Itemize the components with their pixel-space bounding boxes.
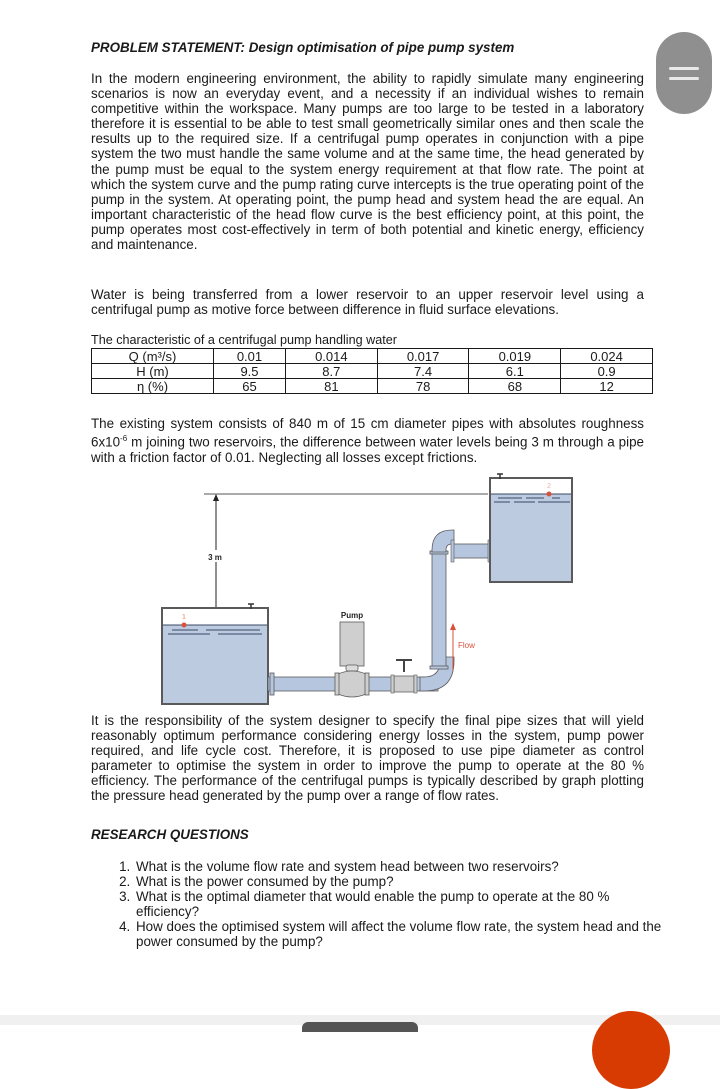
table-row [92, 379, 653, 394]
table-cell: 0.019 [469, 349, 561, 364]
table-cell: 8.7 [285, 364, 377, 379]
pipe-pump-diagram [150, 470, 590, 710]
table-row [92, 364, 653, 379]
table-cell: 7.4 [377, 364, 469, 379]
point-1-label: 1 [182, 614, 186, 621]
row-header: Q (m³/s) [92, 349, 214, 364]
table-cell: 0.9 [561, 364, 653, 379]
upper-reservoir [490, 474, 572, 582]
point-2-label: 2 [547, 483, 551, 490]
height-dimension [202, 494, 228, 625]
list-item: 4. How does the optimised system will affect the volume flow rate, the system head and the power consumed by the pump? [134, 919, 666, 949]
list-item: 1. What is the volume flow rate and system head between two reservoirs? [134, 859, 666, 874]
lower-reservoir [162, 604, 268, 704]
table-cell: 0.017 [377, 349, 469, 364]
pump-label: Pump [340, 611, 364, 620]
row-header: H (m) [92, 364, 214, 379]
roughness-exponent: -6 [120, 434, 128, 444]
research-questions-list [112, 859, 666, 950]
design-paragraph: It is the responsibility of the system designer to specify the final pipe sizes that will yield reasonably optimum performance considering energy losses in the system, pump power required, and life cycle cost. Therefore, it is proposed to use pipe diameter as control parameter to optimise the system in order to improve the pump to operate at the 80 % efficiency. The performance of the centrifugal pumps is typically described by graph plotting the pressure head generated by the pump over a range of flow rates. [91, 713, 644, 804]
table-caption: The characteristic of a centrifugal pump handling water [91, 333, 397, 347]
table-cell: 9.5 [214, 364, 286, 379]
list-item: 2. What is the power consumed by the pump? [134, 874, 666, 889]
grip-line-icon [669, 67, 699, 70]
home-indicator[interactable] [302, 1022, 418, 1032]
setup-paragraph: Water is being transferred from a lower reservoir to an upper reservoir level using a centrifugal pump as motive force between difference in fluid surface elevations. [91, 287, 644, 318]
system-text-a: The existing system consists of 840 m of 15 cm diameter pipes with absolutes roughness 6x10 [91, 416, 644, 450]
table-cell: 0.024 [561, 349, 653, 364]
section-title: RESEARCH QUESTIONS [91, 827, 249, 842]
scroll-handle[interactable] [656, 32, 712, 114]
document-title: PROBLEM STATEMENT: Design optimisation of pipe pump system [91, 40, 515, 55]
table-cell: 65 [214, 379, 286, 394]
pump [335, 611, 369, 697]
table-row [92, 349, 653, 364]
table-cell: 12 [561, 379, 653, 394]
table-cell: 0.01 [214, 349, 286, 364]
table-cell: 68 [469, 379, 561, 394]
row-header: η (%) [92, 379, 214, 394]
system-text-b: m joining two reservoirs, the difference between water levels being 3 m through a pipe with a friction factor of 0.01. Neglecting all losses except frictions. [91, 434, 644, 465]
list-item: 3. What is the optimal diameter that would enable the pump to operate at the 80 % efficiency? [134, 889, 666, 919]
pump-characteristic-table [91, 348, 653, 394]
intro-paragraph: In the modern engineering environment, the ability to rapidly simulate many engineering scenarios is now an everyday event, and a necessity if an individual wishes to remain competitive within the workspace. Many pumps are too large to be tested in a laboratory therefore it is essential to be able to test small geometrically similar ones and then scale the results up to the required size. If a centrifugal pump operates in conjunction with a pipe system the two must handle the same volume and at the same time, the head generated by the pump must be equal to the system energy requirement at that flow rate. The point at which the system curve and the pump rating curve intercepts is the true operating point of the pump in the system. At operating point, the pump head and system head the are equal. An important characteristic of the head flow curve is the best efficiency point, at this point, the pump operates most cost-effectively in term of both potential and kinetic energy, efficiency and maintenance. [91, 71, 644, 253]
grip-line-icon [669, 77, 699, 80]
table-cell: 78 [377, 379, 469, 394]
table-cell: 0.014 [285, 349, 377, 364]
height-label: 3 m [208, 553, 222, 562]
table-cell: 6.1 [469, 364, 561, 379]
table-cell: 81 [285, 379, 377, 394]
floating-action-button[interactable] [592, 1011, 670, 1089]
flow-label: Flow [458, 641, 475, 650]
system-paragraph [91, 416, 644, 465]
valve [391, 660, 417, 693]
